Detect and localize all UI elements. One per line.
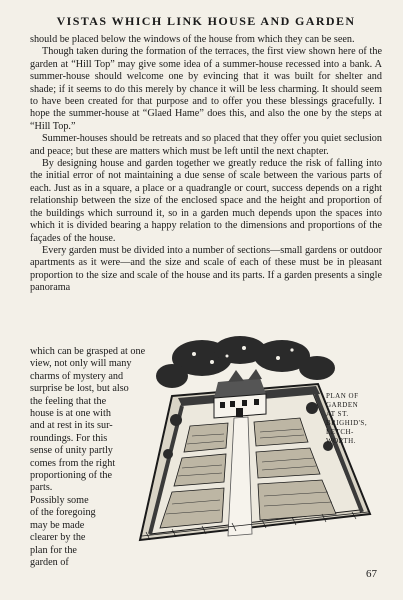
paragraph: Every garden must be divided into a number of sections—small gardens or outdoor apartments as it were—and the size and scale of each of these must be in pleasant proportion to the size and scale of the house and its parts. If a garden presents a single panorama [30,244,382,294]
caption-line: PLAN OF [326,392,359,400]
text-line: plan for the [30,544,77,556]
text-line: of the foregoing [30,507,96,519]
text-line: garden of [30,556,69,568]
text-line: roundings. For this [30,432,108,444]
text-line: parts. [30,482,53,494]
paragraph: Though taken during the formation of the terraces, the first view shown here of the garden at “Hill Top” may give some idea of a summer-house recessed into a bank. A summer-house should welcome one by evincing that it was built for shelter and shade; if it seems to do this merely by chance it will be less charming. It should seem to have been created for that purpose and to offer you these blessings gracefully. I hope the summer-house at “Glaed Hame” does this, and also the one by the steps at “Hill Top.” [30,46,382,132]
text-line: house is at one with [30,408,111,420]
text-line: may be made [30,519,85,531]
paragraph: should be placed below the windows of the house from which they can be seen. [30,34,355,45]
paragraph: Summer-houses should be retreats and so placed that they offer you quiet seclusion and peace; but these are matters which must be left until the next chapter. [30,133,382,157]
caption-line: BRIGHID'S, [326,419,368,427]
running-head: VISTAS WHICH LINK HOUSE AND GARDEN [56,14,356,28]
text-line: clearer by the [30,532,86,544]
caption-line: WORTH. [326,437,356,445]
text-line: comes from the right [30,457,116,469]
text-line: Possibly some [30,494,89,506]
body-text [30,34,382,295]
caption-line: GARDEN [326,401,359,409]
figure-caption [326,392,386,446]
text-line: charms of mystery and [30,370,124,382]
text-line: view, not only will many [30,358,132,370]
text-line: the feeling that the [30,395,107,407]
caption-line: AT ST. [326,410,349,418]
paragraph: By designing house and garden together we greatly reduce the risk of falling into the initial error of not maintaining a due sense of scale between the various parts of each. Just as in a square, a place or a quadrangle or court, success depends on a right relationship between the size of the enclosed space and the height and proportion of the buildings which surround it, so in a garden much depends upon the spaces into which it is divided bearing a happy relation to the dimensions and proportions of the façades of the house. [30,158,382,244]
page-number: 67 [366,568,377,580]
caption-line: LETCH- [326,428,354,436]
text-line: sense of unity partly [30,445,113,457]
text-line: proportioning of the [30,470,113,482]
text-line: which can be grasped at one [30,346,146,357]
text-line: surprise be lost, but also [30,383,129,395]
text-line: and at rest in its sur- [30,420,113,432]
